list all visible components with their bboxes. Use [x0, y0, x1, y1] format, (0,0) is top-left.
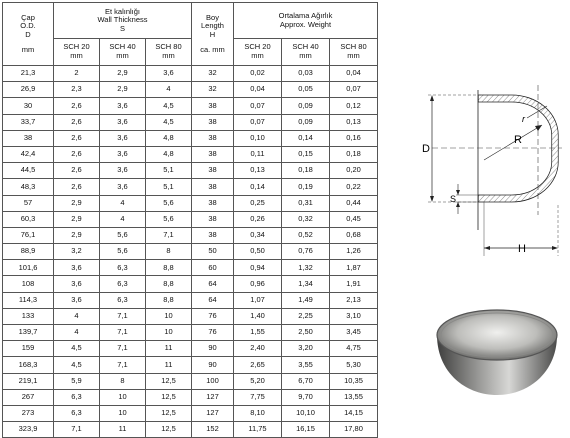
table-cell: 4,8: [146, 146, 192, 162]
table-cell: 0,10: [234, 130, 282, 146]
table-cell: 3,6: [100, 114, 146, 130]
header-approx-weight: Ortalama Ağırlık Approx. Weight: [234, 3, 378, 39]
table-cell: 0,26: [234, 211, 282, 227]
table-cell: 5,30: [330, 357, 378, 373]
header-length: Boy Length H ca. mm: [192, 3, 234, 66]
table-cell: 76,1: [3, 227, 54, 243]
table-cell: 3,6: [54, 260, 100, 276]
table-cell: 42,4: [3, 146, 54, 162]
table-cell: 90: [192, 357, 234, 373]
table-cell: 0,14: [234, 179, 282, 195]
table-cell: 2,9: [54, 227, 100, 243]
table-body: [3, 66, 378, 438]
table-cell: 0,09: [282, 98, 330, 114]
cap-shell: [478, 95, 558, 202]
table-cell: 5,1: [146, 163, 192, 179]
header-sch20-thickness: SCH 20 mm: [54, 39, 100, 66]
table-cell: 2,6: [54, 146, 100, 162]
pipe-cap-cross-section-drawing: [402, 80, 562, 260]
table-cell: 7,1: [100, 341, 146, 357]
table-cell: 0,16: [330, 130, 378, 146]
table-cell: 100: [192, 373, 234, 389]
table-cell: 21,3: [3, 66, 54, 82]
table-cell: 0,18: [330, 146, 378, 162]
table-cell: 10: [146, 308, 192, 324]
table-cell: 3,6: [100, 163, 146, 179]
header-sch80-weight: SCH 80 mm: [330, 39, 378, 66]
table-cell: 38: [192, 163, 234, 179]
table-cell: 44,5: [3, 163, 54, 179]
table-cell: 4: [54, 325, 100, 341]
table-cell: 6,3: [54, 405, 100, 421]
table-cell: 5,20: [234, 373, 282, 389]
table-cell: 76: [192, 325, 234, 341]
table-cell: 3,6: [100, 130, 146, 146]
table-row: [3, 341, 378, 357]
table-cell: 4: [100, 195, 146, 211]
table-cell: 1,87: [330, 260, 378, 276]
table-cell: 7,1: [146, 227, 192, 243]
table-cell: 1,55: [234, 325, 282, 341]
table-cell: 6,3: [54, 389, 100, 405]
table-cell: 10: [146, 325, 192, 341]
table-cell: 0,44: [330, 195, 378, 211]
table-cell: 60,3: [3, 211, 54, 227]
table-cell: 8,10: [234, 405, 282, 421]
table-row: [3, 163, 378, 179]
table-row: [3, 422, 378, 438]
table-row: [3, 130, 378, 146]
table-cell: 7,1: [100, 308, 146, 324]
table-cell: 0,68: [330, 227, 378, 243]
table-cell: 0,07: [234, 98, 282, 114]
table-cell: 38: [192, 130, 234, 146]
table-cell: 16,15: [282, 422, 330, 438]
table-cell: 90: [192, 341, 234, 357]
table-cell: 76: [192, 308, 234, 324]
table-cell: 38: [192, 227, 234, 243]
table-cell: 2,6: [54, 114, 100, 130]
pipe-cap-photo: [425, 300, 570, 400]
table-cell: 3,6: [100, 146, 146, 162]
table-cell: 5,6: [100, 244, 146, 260]
table-cell: 64: [192, 276, 234, 292]
table-cell: 3,20: [282, 341, 330, 357]
table-cell: 0,15: [282, 146, 330, 162]
d-dimension-label: D: [422, 143, 430, 155]
table-cell: 38: [192, 114, 234, 130]
table-cell: 273: [3, 405, 54, 421]
table-cell: 219,1: [3, 373, 54, 389]
table-cell: 8,8: [146, 260, 192, 276]
table-cell: 50: [192, 244, 234, 260]
small-radius-label: r: [522, 114, 525, 124]
table-cell: 12,5: [146, 373, 192, 389]
table-cell: 0,52: [282, 227, 330, 243]
table-cell: 32: [192, 82, 234, 98]
table-cell: 3,2: [54, 244, 100, 260]
table-cell: 323,9: [3, 422, 54, 438]
table-cell: 5,9: [54, 373, 100, 389]
table-cell: 6,3: [100, 260, 146, 276]
table-cell: 3,10: [330, 308, 378, 324]
table-row: [3, 260, 378, 276]
table-cell: 0,19: [282, 179, 330, 195]
table-cell: 0,96: [234, 276, 282, 292]
table-row: [3, 98, 378, 114]
table-cell: 0,12: [330, 98, 378, 114]
table-row: [3, 405, 378, 421]
table-cell: 0,09: [282, 114, 330, 130]
header-sch20-weight: SCH 20 mm: [234, 39, 282, 66]
table-cell: 2,50: [282, 325, 330, 341]
table-cell: 1,26: [330, 244, 378, 260]
table-cell: 152: [192, 422, 234, 438]
table-cell: 7,75: [234, 389, 282, 405]
table-cell: 5,6: [100, 227, 146, 243]
table-cell: 2,6: [54, 98, 100, 114]
table-cell: 2,3: [54, 82, 100, 98]
table-cell: 4: [54, 308, 100, 324]
table-cell: 26,9: [3, 82, 54, 98]
table-cell: 3,6: [100, 179, 146, 195]
table-cell: 38: [192, 179, 234, 195]
table-cell: 0,13: [234, 163, 282, 179]
table-row: [3, 308, 378, 324]
table-cell: 38: [3, 130, 54, 146]
table-cell: 2,40: [234, 341, 282, 357]
table-row: [3, 66, 378, 82]
table-cell: 1,49: [282, 292, 330, 308]
table-cell: 10,10: [282, 405, 330, 421]
table-cell: 2,9: [54, 211, 100, 227]
table-cell: 10: [100, 405, 146, 421]
table-cell: 2: [54, 66, 100, 82]
table-cell: 0,25: [234, 195, 282, 211]
table-cell: 4: [146, 82, 192, 98]
table-row: [3, 211, 378, 227]
table-cell: 0,11: [234, 146, 282, 162]
table-cell: 0,18: [282, 163, 330, 179]
table-cell: 12,5: [146, 405, 192, 421]
table-row: [3, 146, 378, 162]
table-cell: 32: [192, 66, 234, 82]
table-cell: 139,7: [3, 325, 54, 341]
table-row: [3, 244, 378, 260]
table-cell: 11: [146, 341, 192, 357]
table-cell: 114,3: [3, 292, 54, 308]
table-cell: 3,6: [146, 66, 192, 82]
table-cell: 133: [3, 308, 54, 324]
table-cell: 0,02: [234, 66, 282, 82]
table-cell: 17,80: [330, 422, 378, 438]
table-cell: 13,55: [330, 389, 378, 405]
table-cell: 38: [192, 146, 234, 162]
table-cell: 38: [192, 195, 234, 211]
table-cell: 0,32: [282, 211, 330, 227]
table-cell: 33,7: [3, 114, 54, 130]
table-cell: 5,1: [146, 179, 192, 195]
table-cell: 5,6: [146, 195, 192, 211]
table-cell: 4: [100, 211, 146, 227]
table-cell: 0,03: [282, 66, 330, 82]
table-row: [3, 114, 378, 130]
table-cell: 5,6: [146, 211, 192, 227]
table-cell: 4,5: [146, 114, 192, 130]
table-cell: 168,3: [3, 357, 54, 373]
table-row: [3, 227, 378, 243]
table-cell: 3,45: [330, 325, 378, 341]
table-cell: 1,32: [282, 260, 330, 276]
table-cell: 11,75: [234, 422, 282, 438]
table-cell: 2,9: [100, 82, 146, 98]
table-cell: 9,70: [282, 389, 330, 405]
table-cell: 3,6: [54, 292, 100, 308]
table-cell: 2,9: [54, 195, 100, 211]
header-sch40-thickness: SCH 40 mm: [100, 39, 146, 66]
h-dimension-label: H: [518, 243, 526, 255]
table-cell: 0,14: [282, 130, 330, 146]
s-thickness-label: S: [450, 194, 457, 204]
table-cell: 108: [3, 276, 54, 292]
table-cell: 2,6: [54, 130, 100, 146]
table-cell: 3,55: [282, 357, 330, 373]
table-row: [3, 389, 378, 405]
table-cell: 8: [146, 244, 192, 260]
table-cell: 0,07: [234, 114, 282, 130]
table-cell: 8,8: [146, 292, 192, 308]
table-cell: 4,5: [146, 98, 192, 114]
table-cell: 1,40: [234, 308, 282, 324]
table-cell: 2,6: [54, 179, 100, 195]
table-cell: 4,5: [54, 341, 100, 357]
table-cell: 0,07: [330, 82, 378, 98]
table-cell: 10: [100, 389, 146, 405]
header-sch80-thickness: SCH 80 mm: [146, 39, 192, 66]
table-cell: 8,8: [146, 276, 192, 292]
table-cell: 7,1: [100, 357, 146, 373]
table-cell: 14,15: [330, 405, 378, 421]
table-cell: 12,5: [146, 422, 192, 438]
table-cell: 2,25: [282, 308, 330, 324]
table-cell: 11: [100, 422, 146, 438]
table-cell: 60: [192, 260, 234, 276]
table-cell: 2,13: [330, 292, 378, 308]
table-cell: 6,3: [100, 276, 146, 292]
table-cell: 3,6: [54, 276, 100, 292]
table-cell: 88,9: [3, 244, 54, 260]
table-cell: 7,1: [54, 422, 100, 438]
table-row: [3, 276, 378, 292]
table-cell: 0,31: [282, 195, 330, 211]
table-cell: 1,34: [282, 276, 330, 292]
header-cap: Çap O.D. D mm: [3, 3, 54, 66]
table-cell: 64: [192, 292, 234, 308]
table-cell: 48,3: [3, 179, 54, 195]
table-cell: 127: [192, 389, 234, 405]
table-cell: 2,6: [54, 163, 100, 179]
table-row: [3, 195, 378, 211]
header-sch40-weight: SCH 40 mm: [282, 39, 330, 66]
table-cell: 1,91: [330, 276, 378, 292]
table-cell: 0,50: [234, 244, 282, 260]
table-row: [3, 292, 378, 308]
table-cell: 3,6: [100, 98, 146, 114]
table-cell: 127: [192, 405, 234, 421]
table-row: [3, 325, 378, 341]
table-cell: 101,6: [3, 260, 54, 276]
table-row: [3, 179, 378, 195]
table-cell: 0,45: [330, 211, 378, 227]
table-cell: 4,8: [146, 130, 192, 146]
table-cell: 30: [3, 98, 54, 114]
table-cell: 6,70: [282, 373, 330, 389]
table-cell: 10,35: [330, 373, 378, 389]
table-cell: 267: [3, 389, 54, 405]
table-cell: 4,75: [330, 341, 378, 357]
table-cell: 4,5: [54, 357, 100, 373]
table-row: [3, 357, 378, 373]
table-cell: 0,20: [330, 163, 378, 179]
table-row: [3, 82, 378, 98]
table-cell: 57: [3, 195, 54, 211]
header-wall-thickness: Et kalınlığı Wall Thickness S: [54, 3, 192, 39]
table-cell: 1,07: [234, 292, 282, 308]
table-cell: 0,05: [282, 82, 330, 98]
table-cell: 0,34: [234, 227, 282, 243]
pipe-cap-spec-table: [2, 2, 378, 438]
table-cell: 0,04: [330, 66, 378, 82]
table-cell: 38: [192, 98, 234, 114]
table-cell: 0,04: [234, 82, 282, 98]
table-cell: 11: [146, 357, 192, 373]
table-cell: 2,65: [234, 357, 282, 373]
table-cell: 8: [100, 373, 146, 389]
table-cell: 6,3: [100, 292, 146, 308]
table-cell: 2,9: [100, 66, 146, 82]
bowl-rim: [437, 310, 557, 360]
table-cell: 0,13: [330, 114, 378, 130]
table-cell: 12,5: [146, 389, 192, 405]
table-cell: 159: [3, 341, 54, 357]
r-leader-line: [484, 125, 542, 160]
table-cell: 38: [192, 211, 234, 227]
table-cell: 0,76: [282, 244, 330, 260]
table-cell: 7,1: [100, 325, 146, 341]
table-row: [3, 373, 378, 389]
large-radius-label: R: [514, 134, 522, 146]
table-cell: 0,22: [330, 179, 378, 195]
table-cell: 0,94: [234, 260, 282, 276]
